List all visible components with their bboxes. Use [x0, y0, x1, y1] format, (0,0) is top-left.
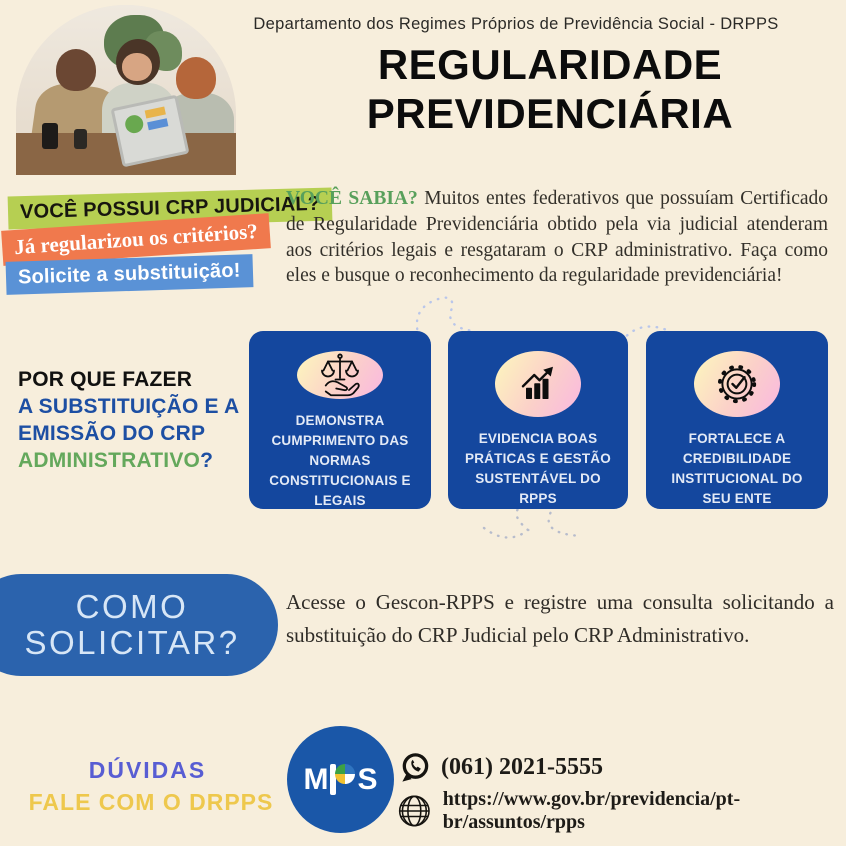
benefit-card-boas-praticas — [448, 331, 628, 509]
why-block — [18, 366, 239, 474]
how-to-request-text: Acesse o Gescon-RPPS e registre uma consulta solicitando a substituição do CRP Judicial pelo CRP Administrativo. — [286, 590, 834, 647]
did-you-know-paragraph — [286, 186, 828, 289]
did-you-know-text: Muitos entes federativos que possuíam Certificado de Regularidade Previdenciária obtido pela via judicial atenderam aos critérios legais e resgataram o CRP administrativo. Faça como eles e busque o reconhecimento da regularidade previdenciária! — [286, 188, 829, 287]
page-title-line2: PREVIDENCIÁRIA — [366, 90, 734, 137]
benefit-text: FORTALECE A CREDIBILIDADE INSTITUCIONAL DO SEU ENTE — [671, 431, 803, 506]
why-line3: EMISSÃO DO CRP — [18, 422, 206, 445]
scales-hand-icon — [316, 351, 364, 399]
photo-person-middle-face — [122, 53, 152, 81]
mps-logo — [287, 726, 394, 833]
doubts-label: DÚVIDAS — [88, 757, 207, 783]
photo-cup — [42, 123, 58, 149]
benefit-card-credibilidade — [646, 331, 828, 509]
globe-icon — [396, 791, 433, 831]
photo-laptop-chart — [145, 107, 166, 119]
whatsapp-icon — [398, 751, 431, 784]
how-pill-line1: COMO — [75, 588, 189, 625]
website-contact — [396, 788, 846, 834]
why-line1: POR QUE FAZER — [18, 368, 193, 391]
benefit-card-normas — [249, 331, 431, 509]
question-banner-crp-judicial: VOCÊ POSSUI CRP JUDICIAL? — [8, 187, 333, 229]
mps-logo-letter-m: M — [303, 762, 329, 796]
question-banner-substituicao: Solicite a substituição! — [6, 254, 254, 295]
why-line2: A SUBSTITUIÇÃO E A — [18, 395, 240, 418]
benefit-icon-disc — [495, 351, 581, 417]
phone-contact — [398, 751, 603, 784]
department-header: Departamento dos Regimes Próprios de Previdência Social - DRPPS — [253, 15, 779, 33]
growth-chart-icon — [514, 360, 562, 408]
photo-laptop-chart — [124, 113, 145, 134]
photo-person-right-head — [176, 57, 216, 99]
page-title — [255, 40, 845, 138]
talk-to-drpps-label: FALE COM O DRPPS — [28, 789, 274, 815]
how-pill-line2: SOLICITAR? — [24, 624, 240, 661]
page-title-line1: REGULARIDADE — [377, 41, 723, 88]
photo-cup — [74, 129, 87, 149]
question-banner-criterios: Já regularizou os critérios? — [1, 213, 271, 266]
benefit-icon-disc — [297, 351, 383, 399]
certified-badge-icon — [713, 360, 761, 408]
mps-logo-letter-p — [330, 764, 355, 795]
team-photo — [16, 5, 236, 175]
why-line4: ADMINISTRATIVO? — [18, 449, 214, 472]
photo-laptop-chart — [147, 118, 168, 130]
photo-person-left-head — [56, 49, 96, 91]
how-to-request-pill — [0, 574, 278, 676]
phone-number: (061) 2021-5555 — [441, 754, 603, 780]
mps-logo-letter-s: S — [357, 762, 378, 796]
did-you-know-lead: VOCÊ SABIA? — [286, 188, 418, 209]
why-question-mark: ? — [200, 449, 214, 472]
benefit-icon-disc — [694, 351, 780, 417]
benefit-text: EVIDENCIA BOAS PRÁTICAS E GESTÃO SUSTENTÁVEL DO RPPS — [465, 431, 611, 506]
website-url: https://www.gov.br/previdencia/pt-br/assuntos/rpps — [442, 788, 741, 833]
benefit-text: DEMONSTRA CUMPRIMENTO DAS NORMAS CONSTITUCIONAIS E LEGAIS — [269, 413, 411, 508]
